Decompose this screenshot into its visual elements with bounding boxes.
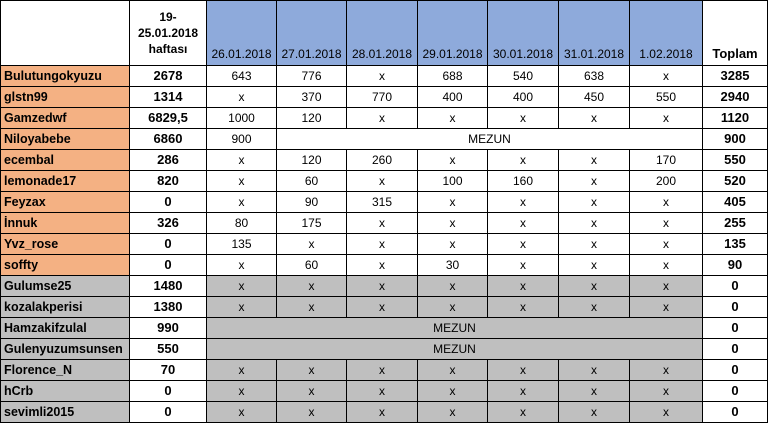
- daily-points: x: [630, 297, 703, 318]
- table-row: [1, 66, 768, 87]
- header-row: [1, 1, 768, 66]
- total-points: 550: [703, 150, 768, 171]
- daily-points: 315: [347, 192, 418, 213]
- daily-points: x: [347, 234, 418, 255]
- daily-points: 60: [277, 171, 347, 192]
- daily-points: x: [630, 402, 703, 423]
- daily-points: x: [630, 381, 703, 402]
- total-points: 900: [703, 129, 768, 150]
- table-row: [1, 192, 768, 213]
- daily-points: x: [277, 234, 347, 255]
- total-points: 2940: [703, 87, 768, 108]
- daily-points: x: [630, 255, 703, 276]
- daily-points: x: [347, 255, 418, 276]
- date-header: 30.01.2018: [488, 1, 559, 66]
- daily-points: 1000: [207, 108, 277, 129]
- member-name: soffty: [1, 255, 130, 276]
- daily-points: x: [207, 402, 277, 423]
- daily-points: 540: [488, 66, 559, 87]
- date-header: 26.01.2018: [207, 1, 277, 66]
- daily-points: x: [630, 66, 703, 87]
- daily-points: x: [418, 234, 488, 255]
- member-name: glstn99: [1, 87, 130, 108]
- daily-points: x: [559, 234, 630, 255]
- daily-points: x: [488, 192, 559, 213]
- daily-points: 776: [277, 66, 347, 87]
- week-points: 6829,5: [130, 108, 207, 129]
- daily-points: x: [418, 108, 488, 129]
- daily-points: x: [559, 255, 630, 276]
- daily-points: 550: [630, 87, 703, 108]
- daily-points: 175: [277, 213, 347, 234]
- daily-points: x: [488, 108, 559, 129]
- daily-points: 135: [207, 234, 277, 255]
- daily-points: 688: [418, 66, 488, 87]
- daily-points: x: [488, 234, 559, 255]
- daily-points: x: [630, 108, 703, 129]
- daily-points: x: [347, 108, 418, 129]
- daily-points: x: [207, 381, 277, 402]
- member-name: Hamzakifzulal: [1, 318, 130, 339]
- table-row: [1, 87, 768, 108]
- daily-points: x: [630, 192, 703, 213]
- daily-points: x: [418, 360, 488, 381]
- daily-points: x: [347, 360, 418, 381]
- daily-points: 160: [488, 171, 559, 192]
- member-name: Niloyabebe: [1, 129, 130, 150]
- daily-points: 638: [559, 66, 630, 87]
- daily-points: x: [418, 150, 488, 171]
- total-points: 0: [703, 360, 768, 381]
- date-header: 28.01.2018: [347, 1, 418, 66]
- daily-points: x: [630, 360, 703, 381]
- daily-points: x: [559, 213, 630, 234]
- daily-points: x: [630, 276, 703, 297]
- daily-points: 100: [418, 171, 488, 192]
- week-points: 1480: [130, 276, 207, 297]
- daily-points: x: [488, 360, 559, 381]
- daily-points: 200: [630, 171, 703, 192]
- daily-points: x: [559, 192, 630, 213]
- daily-points: x: [418, 213, 488, 234]
- daily-points: x: [418, 381, 488, 402]
- daily-points: x: [418, 276, 488, 297]
- table-row: [1, 360, 768, 381]
- member-name: lemonade17: [1, 171, 130, 192]
- member-name: Gulenyuzumsunsen: [1, 339, 130, 360]
- daily-points: x: [488, 402, 559, 423]
- daily-points: x: [559, 402, 630, 423]
- total-points: 0: [703, 276, 768, 297]
- daily-points: x: [559, 360, 630, 381]
- daily-points: x: [277, 381, 347, 402]
- daily-points: x: [559, 381, 630, 402]
- daily-points: x: [277, 360, 347, 381]
- total-points: 0: [703, 402, 768, 423]
- date-header: 31.01.2018: [559, 1, 630, 66]
- daily-points: x: [559, 297, 630, 318]
- daily-points: x: [277, 402, 347, 423]
- daily-points: x: [488, 297, 559, 318]
- week-points: 70: [130, 360, 207, 381]
- daily-points: x: [630, 213, 703, 234]
- daily-points: x: [418, 192, 488, 213]
- daily-points: 170: [630, 150, 703, 171]
- member-name: Gamzedwf: [1, 108, 130, 129]
- daily-points: 450: [559, 87, 630, 108]
- week-points: 1314: [130, 87, 207, 108]
- daily-points: 30: [418, 255, 488, 276]
- daily-points: x: [207, 171, 277, 192]
- week-header-label: 19- 25.01.2018 haftası: [137, 10, 199, 56]
- table-row: [1, 129, 768, 150]
- daily-points: 400: [418, 87, 488, 108]
- daily-points: 120: [277, 108, 347, 129]
- week-points: 286: [130, 150, 207, 171]
- week-points: 0: [130, 234, 207, 255]
- week-points: 550: [130, 339, 207, 360]
- member-name: Yvz_rose: [1, 234, 130, 255]
- daily-points: x: [488, 255, 559, 276]
- date-header: 29.01.2018: [418, 1, 488, 66]
- daily-points: x: [418, 402, 488, 423]
- member-name: hCrb: [1, 381, 130, 402]
- daily-points: x: [488, 213, 559, 234]
- member-name: Feyzax: [1, 192, 130, 213]
- date-header: 1.02.2018: [630, 1, 703, 66]
- table-row: [1, 381, 768, 402]
- daily-points: x: [347, 213, 418, 234]
- week-points: 1380: [130, 297, 207, 318]
- total-points: 405: [703, 192, 768, 213]
- total-points: 0: [703, 339, 768, 360]
- daily-points: x: [207, 87, 277, 108]
- date-header: 27.01.2018: [277, 1, 347, 66]
- table-row: [1, 276, 768, 297]
- table-row: [1, 213, 768, 234]
- table-row: [1, 234, 768, 255]
- week-points: 0: [130, 192, 207, 213]
- week-points: 820: [130, 171, 207, 192]
- total-points: 255: [703, 213, 768, 234]
- week-points: 0: [130, 381, 207, 402]
- daily-points: x: [207, 255, 277, 276]
- table-row: [1, 255, 768, 276]
- daily-points: 260: [347, 150, 418, 171]
- table-row: [1, 297, 768, 318]
- member-name: sevimli2015: [1, 402, 130, 423]
- daily-points: x: [347, 276, 418, 297]
- daily-points: x: [347, 402, 418, 423]
- daily-points: x: [207, 360, 277, 381]
- total-points: 520: [703, 171, 768, 192]
- daily-points: x: [347, 297, 418, 318]
- daily-points: x: [347, 381, 418, 402]
- daily-points: 643: [207, 66, 277, 87]
- week-points: 990: [130, 318, 207, 339]
- daily-points: x: [347, 171, 418, 192]
- member-name: kozalakperisi: [1, 297, 130, 318]
- daily-points: x: [207, 192, 277, 213]
- total-points: 135: [703, 234, 768, 255]
- mezun-label: MEZUN: [207, 318, 703, 339]
- total-points: 1120: [703, 108, 768, 129]
- mezun-label: MEZUN: [207, 339, 703, 360]
- week-points: 0: [130, 402, 207, 423]
- member-name: Bulutungokyuzu: [1, 66, 130, 87]
- daily-points: x: [207, 276, 277, 297]
- daily-points: x: [488, 150, 559, 171]
- total-points: 0: [703, 297, 768, 318]
- daily-points: x: [488, 276, 559, 297]
- daily-points: 120: [277, 150, 347, 171]
- mezun-label: MEZUN: [277, 129, 703, 150]
- week-points: 0: [130, 255, 207, 276]
- daily-points: 900: [207, 129, 277, 150]
- table-row: [1, 339, 768, 360]
- member-name: İnnuk: [1, 213, 130, 234]
- daily-points: x: [559, 171, 630, 192]
- daily-points: x: [488, 381, 559, 402]
- member-name: ecembal: [1, 150, 130, 171]
- daily-points: x: [630, 234, 703, 255]
- total-points: 0: [703, 318, 768, 339]
- table-row: [1, 171, 768, 192]
- daily-points: 400: [488, 87, 559, 108]
- total-points: 90: [703, 255, 768, 276]
- total-points: 3285: [703, 66, 768, 87]
- total-points: 0: [703, 381, 768, 402]
- daily-points: 370: [277, 87, 347, 108]
- week-points: 2678: [130, 66, 207, 87]
- daily-points: x: [418, 297, 488, 318]
- table-row: [1, 108, 768, 129]
- daily-points: 770: [347, 87, 418, 108]
- table-row: [1, 318, 768, 339]
- daily-points: x: [559, 150, 630, 171]
- daily-points: 80: [207, 213, 277, 234]
- table-row: [1, 402, 768, 423]
- daily-points: x: [347, 66, 418, 87]
- daily-points: x: [277, 297, 347, 318]
- member-name: Gulumse25: [1, 276, 130, 297]
- table-row: [1, 150, 768, 171]
- member-name: Florence_N: [1, 360, 130, 381]
- week-points: 6860: [130, 129, 207, 150]
- corner-cell: [1, 1, 130, 66]
- daily-points: x: [559, 276, 630, 297]
- total-header: Toplam: [703, 1, 768, 66]
- daily-points: 60: [277, 255, 347, 276]
- daily-points: 90: [277, 192, 347, 213]
- daily-points: x: [559, 108, 630, 129]
- daily-points: x: [207, 297, 277, 318]
- daily-points: x: [277, 276, 347, 297]
- week-header: [130, 1, 207, 66]
- week-points: 326: [130, 213, 207, 234]
- daily-points: x: [207, 150, 277, 171]
